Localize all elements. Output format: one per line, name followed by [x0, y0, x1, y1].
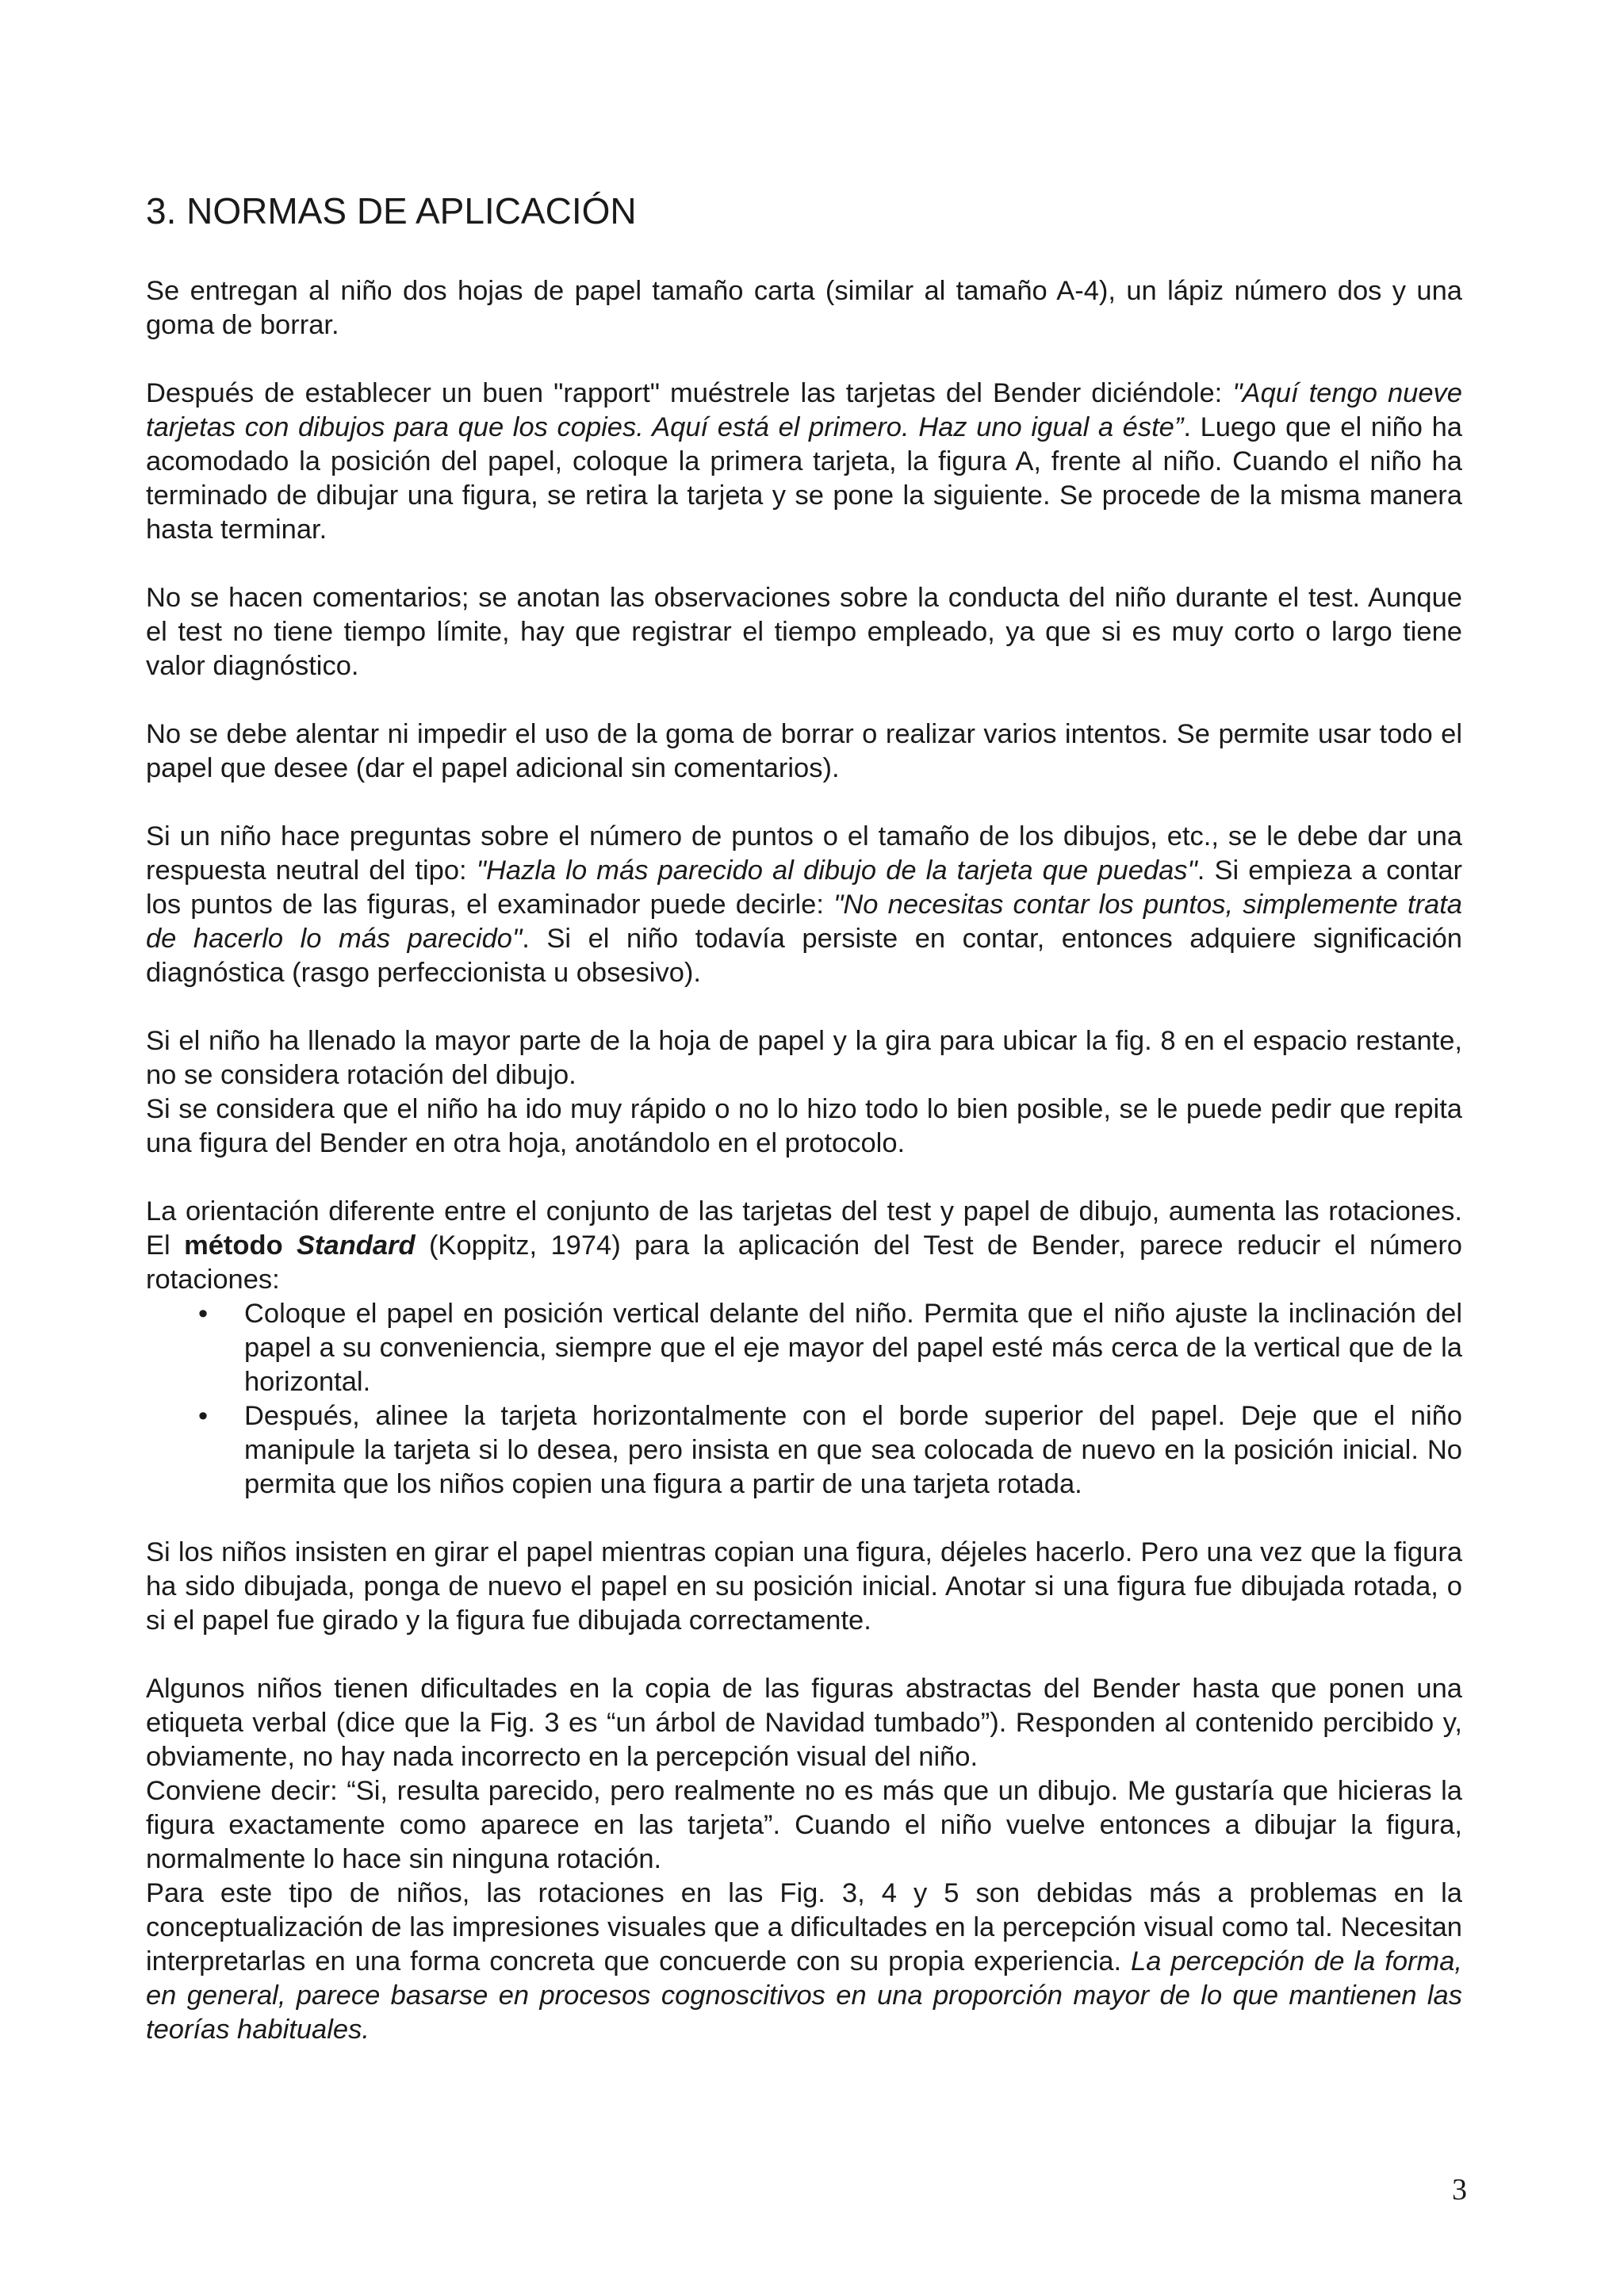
list-item-text: Después, alinee la tarjeta horizontalmente con el borde superior del papel. Deje que el niño manipule la tarjeta si lo desea, pero insista en que sea colocada de nuevo en la posición inicial. No permita que los niños copien una figura a partir de una tarjeta rotada. [244, 1401, 1462, 1499]
paragraph-paper-turning: Si los niños insisten en girar el papel mientras copian una figura, déjeles hacerlo. Pero una vez que la figura ha sido dibujada, ponga de nuevo el papel en su posición inicial. Anotar si una figura fue dibujada rotada, o si el papel fue girado y la figura fue dibujada correctamente. [146, 1537, 1462, 1636]
section-title: 3. NORMAS DE APLICACIÓN [146, 190, 637, 232]
quoted-response: "No necesitas contar los puntos, simplemente trata de hacerlo lo más parecido" [146, 890, 1462, 954]
list-item-text: Coloque el papel en posición vertical delante del niño. Permita que el niño ajuste la inclinación del papel a su conveniencia, siempre que el eje mayor del papel esté más cerca de la vertical que de la horizontal. [244, 1299, 1462, 1397]
paragraph-conceptualization [146, 1877, 1462, 2047]
paragraph-questions [146, 820, 1462, 990]
text-run: . Si el niño todavía persiste en contar, entonces adquiere significación diagnóstica (rasgo perfeccionista u obsesivo). [146, 924, 1462, 988]
italic-conclusion: La percepción de la forma, en general, parece basarse en procesos cognoscitivos en una proporción mayor de lo que mantienen las teorías habituales. [146, 1946, 1463, 2045]
quoted-response: "Hazla lo más parecido al dibujo de la tarjeta que puedas" [476, 855, 1197, 886]
paragraph-convenient-phrase: Conviene decir: “Si, resulta parecido, pero realmente no es más que un dibujo. Me gustaría que hicieras la figura exactamente como aparece en las tarjeta”. Cuando el niño vuelve entonces a dibujar la figura, normalmente lo hace sin ninguna rotación. [146, 1776, 1462, 1874]
bullet-icon: • [197, 1299, 209, 1329]
bullet-list [146, 1297, 1462, 1502]
list-item [197, 1297, 1462, 1399]
bold-term: método [184, 1230, 283, 1261]
bold-italic-term [297, 1230, 416, 1261]
bullet-icon: • [197, 1401, 209, 1431]
text-run: . Si empieza a contar los puntos de las figuras, el examinador puede decirle: [146, 855, 1463, 920]
paragraph-observations: No se hacen comentarios; se anotan las observaciones sobre la conducta del niño durante el test. Aunque el test no tiene tiempo límite, hay que registrar el tiempo empleado, ya que si es muy corto o largo tiene valor diagnóstico. [146, 583, 1462, 681]
paragraph-verbal-label: Algunos niños tienen dificultades en la copia de las figuras abstractas del Bender hasta que ponen una etiqueta verbal (dice que la Fig. 3 es “un árbol de Navidad tumbado”). Responden al contenido percibido y, obviamente, no hay nada incorrecto en la percepción visual del niño. [146, 1674, 1462, 1772]
paragraph-repeat-figure: Si se considera que el niño ha ido muy rápido o no lo hizo todo lo bien posible, se le puede pedir que repita una figura del Bender en otra hoja, anotándolo en el protocolo. [146, 1094, 1462, 1158]
text-run: (Koppitz, 1974) para la aplicación del Test de Bender, parece reducir el número rotaciones: [146, 1230, 1462, 1295]
text-run: La orientación diferente entre el conjunto de las tarjetas del test y papel de dibujo, aumenta las rotaciones. El [146, 1196, 1462, 1261]
paragraph-rotation-space: Si el niño ha llenado la mayor parte de la hoja de papel y la gira para ubicar la fig. 8 en el espacio restante, no se considera rotación del dibujo. [146, 1026, 1462, 1090]
page-number: 3 [1452, 2173, 1467, 2206]
paragraph-eraser: No se debe alentar ni impedir el uso de la goma de borrar o realizar varios intentos. Se permite usar todo el papel que desee (dar el papel adicional sin comentarios). [146, 719, 1462, 783]
paragraph-instructions [146, 377, 1462, 547]
paragraph-materials: Se entregan al niño dos hojas de papel tamaño carta (similar al tamaño A-4), un lápiz número dos y una goma de borrar. [146, 276, 1462, 340]
text-run: Después de establecer un buen "rapport" muéstrele las tarjetas del Bender diciéndole: [146, 378, 1233, 408]
list-item [197, 1399, 1462, 1502]
paragraph-orientation [146, 1195, 1462, 1297]
text-run: Para este tipo de niños, las rotaciones en las Fig. 3, 4 y 5 son debidas más a problemas en la conceptualización de las impresiones visuales que a dificultades en la percepción visual como tal. Necesitan interpretarlas en una forma concreta que concuerde con su propia experiencia. [146, 1878, 1462, 1976]
quoted-instruction: "Aquí tengo nueve tarjetas con dibujos para que los copies. Aquí está el primero. Haz uno igual a éste” [146, 378, 1462, 442]
page-content [146, 189, 1462, 2081]
text-run: . Luego que el niño ha acomodado la posición del papel, coloque la primera tarjeta, la figura A, frente al niño. Cuando el niño ha terminado de dibujar una figura, se retira la tarjeta y se pone la siguiente. Se procede de la misma manera hasta terminar. [146, 412, 1462, 545]
text-run: Si un niño hace preguntas sobre el número de puntos o el tamaño de los dibujos, etc., se le debe dar una respuesta neutral del tipo: [146, 821, 1462, 886]
standard-term: Standard [297, 1230, 416, 1261]
